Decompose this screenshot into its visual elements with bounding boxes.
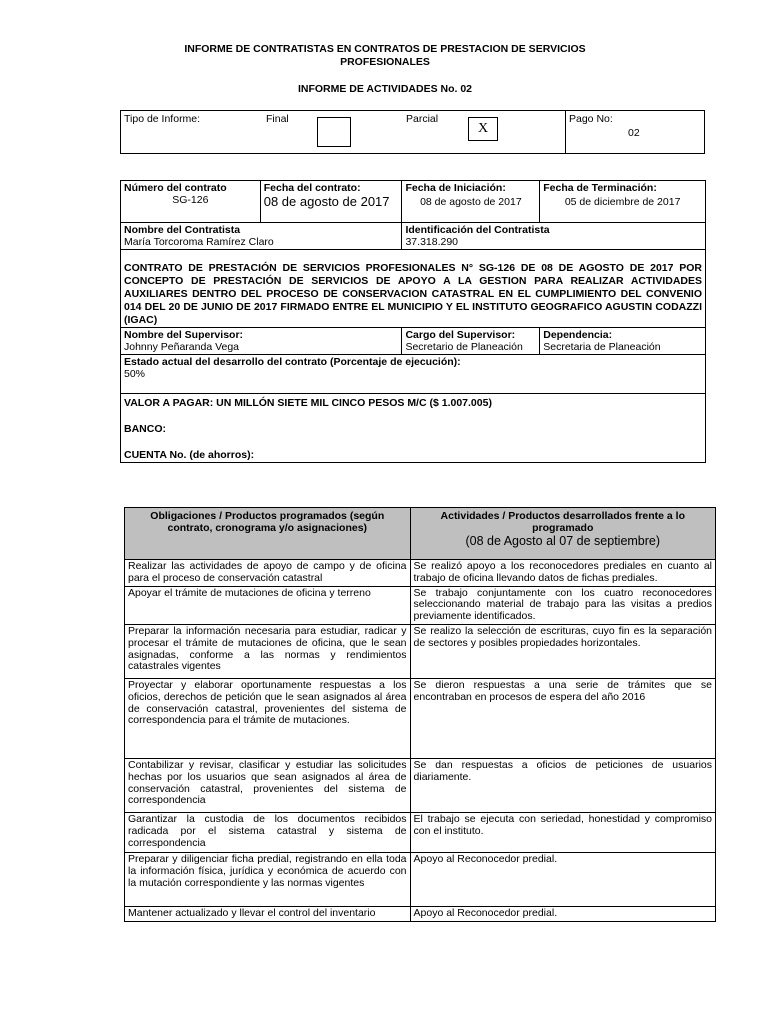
cargo-cell bbox=[402, 328, 540, 355]
actividad-cell: El trabajo se ejecuta con seriedad, honestidad y compromiso con el instituto. bbox=[410, 812, 715, 852]
actividad-cell: Se dan respuestas a oficios de peticiones de usuarios diariamente. bbox=[410, 758, 715, 812]
numero-contrato-value: SG-126 bbox=[172, 194, 209, 206]
report-subtitle: INFORME DE ACTIVIDADES No. 02 bbox=[297, 83, 473, 95]
dependencia-label: Dependencia: bbox=[543, 329, 613, 341]
fecha-contrato-label: Fecha del contrato: bbox=[263, 182, 361, 194]
numero-contrato-cell bbox=[121, 181, 261, 223]
banco-label: BANCO: bbox=[124, 423, 166, 435]
objeto-cell bbox=[121, 250, 706, 328]
tipo-informe-label: Tipo de Informe: bbox=[124, 113, 201, 125]
obligaciones-header: Obligaciones / Productos programados (según contrato, cronograma y/o asignaciones) bbox=[125, 508, 411, 560]
obligacion-cell: Apoyar el trámite de mutaciones de oficina y terreno bbox=[125, 586, 411, 624]
fecha-fin-label: Fecha de Terminación: bbox=[543, 182, 657, 194]
contrato-table bbox=[120, 180, 706, 463]
fecha-contrato-value: 08 de agosto de 2017 bbox=[263, 194, 390, 209]
obligacion-cell: Contabilizar y revisar, clasificar y estudiar las solicitudes hechas por los usuarios que sean asignados al área de conservación catastral, provenientes del sistema de correspondencia bbox=[125, 758, 411, 812]
report-title-line1: INFORME DE CONTRATISTAS EN CONTRATOS DE PRESTACION DE SERVICIOS bbox=[184, 43, 586, 55]
cargo-value: Secretario de Planeación bbox=[405, 341, 523, 353]
obligacion-cell: Proyectar y elaborar oportunamente respuestas a los oficios, derechos de petición que le sean asignados al área de conservación catastral, provenientes del sistema de correspondencia para el trámite de mutaciones. bbox=[125, 678, 411, 758]
pago-value: 02 bbox=[628, 127, 640, 139]
report-title-line2: PROFESIONALES bbox=[340, 56, 430, 68]
identificacion-label: Identificación del Contratista bbox=[405, 224, 550, 236]
actividades-header bbox=[410, 508, 715, 560]
fecha-fin-value: 05 de diciembre de 2017 bbox=[564, 196, 681, 208]
objeto-text: CONTRATO DE PRESTACIÓN DE SERVICIOS PROFESIONALES N° SG-126 DE 08 DE AGOSTO DE 2017 POR CONCEPTO DE PRESTACIÓN DE SERVICIOS DE APOYO A LA GESTION PARA REALIZAR ACTIVIDADES AUXILIARES DENTRO DEL PROCESO DE CONSERVACION CATASTRAL EN EL CUMPLIMIENTO DEL CONVENIO 014 DEL 20 DE JUNIO DE 2017 FIRMADO ENTRE EL MUNICIPIO Y EL INSTITUTO GEOGRAFICO AGUSTIN CODAZZI (IGAC) bbox=[124, 262, 702, 326]
final-checkbox[interactable] bbox=[317, 117, 351, 147]
obligacion-cell: Garantizar la custodia de los documentos recibidos radicada por el sistema catastral y sistema de correspondencia bbox=[125, 812, 411, 852]
pago-cell bbox=[566, 111, 705, 154]
obligacion-cell: Mantener actualizado y llevar el control del inventario bbox=[125, 906, 411, 921]
supervisor-value: Johnny Peñaranda Vega bbox=[124, 341, 240, 353]
actividades-header-period: (08 de Agosto al 07 de septiembre) bbox=[465, 534, 661, 548]
contratista-label: Nombre del Contratista bbox=[124, 224, 241, 236]
actividades-header-title: Actividades / Productos desarrollados frente a lo programado bbox=[440, 510, 685, 534]
actividad-cell: Se trabajo conjuntamente con los cuatro reconocedores seleccionando material de trabajo para las visitas a predios previamente identificados. bbox=[410, 586, 715, 624]
fecha-fin-cell bbox=[540, 181, 706, 223]
estado-cell bbox=[121, 355, 706, 394]
fecha-inicio-label: Fecha de Iniciación: bbox=[405, 182, 506, 194]
fecha-inicio-value: 08 de agosto de 2017 bbox=[420, 196, 522, 208]
obligacion-cell: Preparar y diligenciar ficha predial, registrando en ella toda la información física, jurídica y económica de acuerdo con la mutación correspondiente y las normas vigentes bbox=[125, 852, 411, 906]
parcial-checkbox[interactable]: X bbox=[468, 117, 498, 141]
supervisor-label: Nombre del Supervisor: bbox=[124, 329, 244, 341]
tipo-informe-cell bbox=[121, 111, 566, 154]
obligacion-cell: Realizar las actividades de apoyo de campo y de oficina para el proceso de conservación catastral bbox=[125, 560, 411, 587]
cuenta-label: CUENTA No. (de ahorros): bbox=[124, 449, 255, 461]
cargo-label: Cargo del Supervisor: bbox=[405, 329, 516, 341]
estado-value: 50% bbox=[124, 368, 146, 380]
report-title bbox=[150, 43, 620, 69]
tipo-informe-table bbox=[120, 110, 705, 154]
valor-pagar: VALOR A PAGAR: UN MILLÓN SIETE MIL CINCO PESOS M/C ($ 1.007.005) bbox=[124, 397, 492, 409]
actividad-cell: Se dieron respuestas a una serie de trámites que se encontraban en procesos de espera del año 2016 bbox=[410, 678, 715, 758]
parcial-label: Parcial bbox=[406, 113, 439, 125]
final-label: Final bbox=[266, 113, 289, 125]
actividad-cell: Apoyo al Reconocedor predial. bbox=[410, 906, 715, 921]
estado-label: Estado actual del desarrollo del contrato (Porcentaje de ejecución): bbox=[124, 356, 461, 368]
obligaciones-table bbox=[124, 507, 716, 922]
pago-label: Pago No: bbox=[569, 113, 613, 125]
fecha-contrato-cell bbox=[260, 181, 402, 223]
numero-contrato-label: Número del contrato bbox=[124, 182, 227, 194]
dependencia-value: Secretaria de Planeación bbox=[543, 341, 661, 353]
dependencia-cell bbox=[540, 328, 706, 355]
actividad-cell: Se realizó apoyo a los reconocedores prediales en cuanto al trabajo de oficina llevando datos de fichas prediales. bbox=[410, 560, 715, 587]
obligacion-cell: Preparar la información necesaria para estudiar, radicar y procesar el trámite de mutaciones de oficina, que le sean asignadas, conforme a las normas y rendimientos catastrales vigentes bbox=[125, 624, 411, 678]
pago-info-cell bbox=[121, 394, 706, 463]
contratista-cell bbox=[121, 223, 402, 250]
fecha-inicio-cell bbox=[402, 181, 540, 223]
supervisor-cell bbox=[121, 328, 402, 355]
contratista-value: María Torcoroma Ramírez Claro bbox=[124, 236, 274, 248]
actividad-cell: Se realizo la selección de escrituras, cuyo fin es la separación de sectores y posibles propiedades horizontales. bbox=[410, 624, 715, 678]
actividad-cell: Apoyo al Reconocedor predial. bbox=[410, 852, 715, 906]
identificacion-value: 37.318.290 bbox=[405, 236, 459, 248]
identificacion-cell bbox=[402, 223, 706, 250]
